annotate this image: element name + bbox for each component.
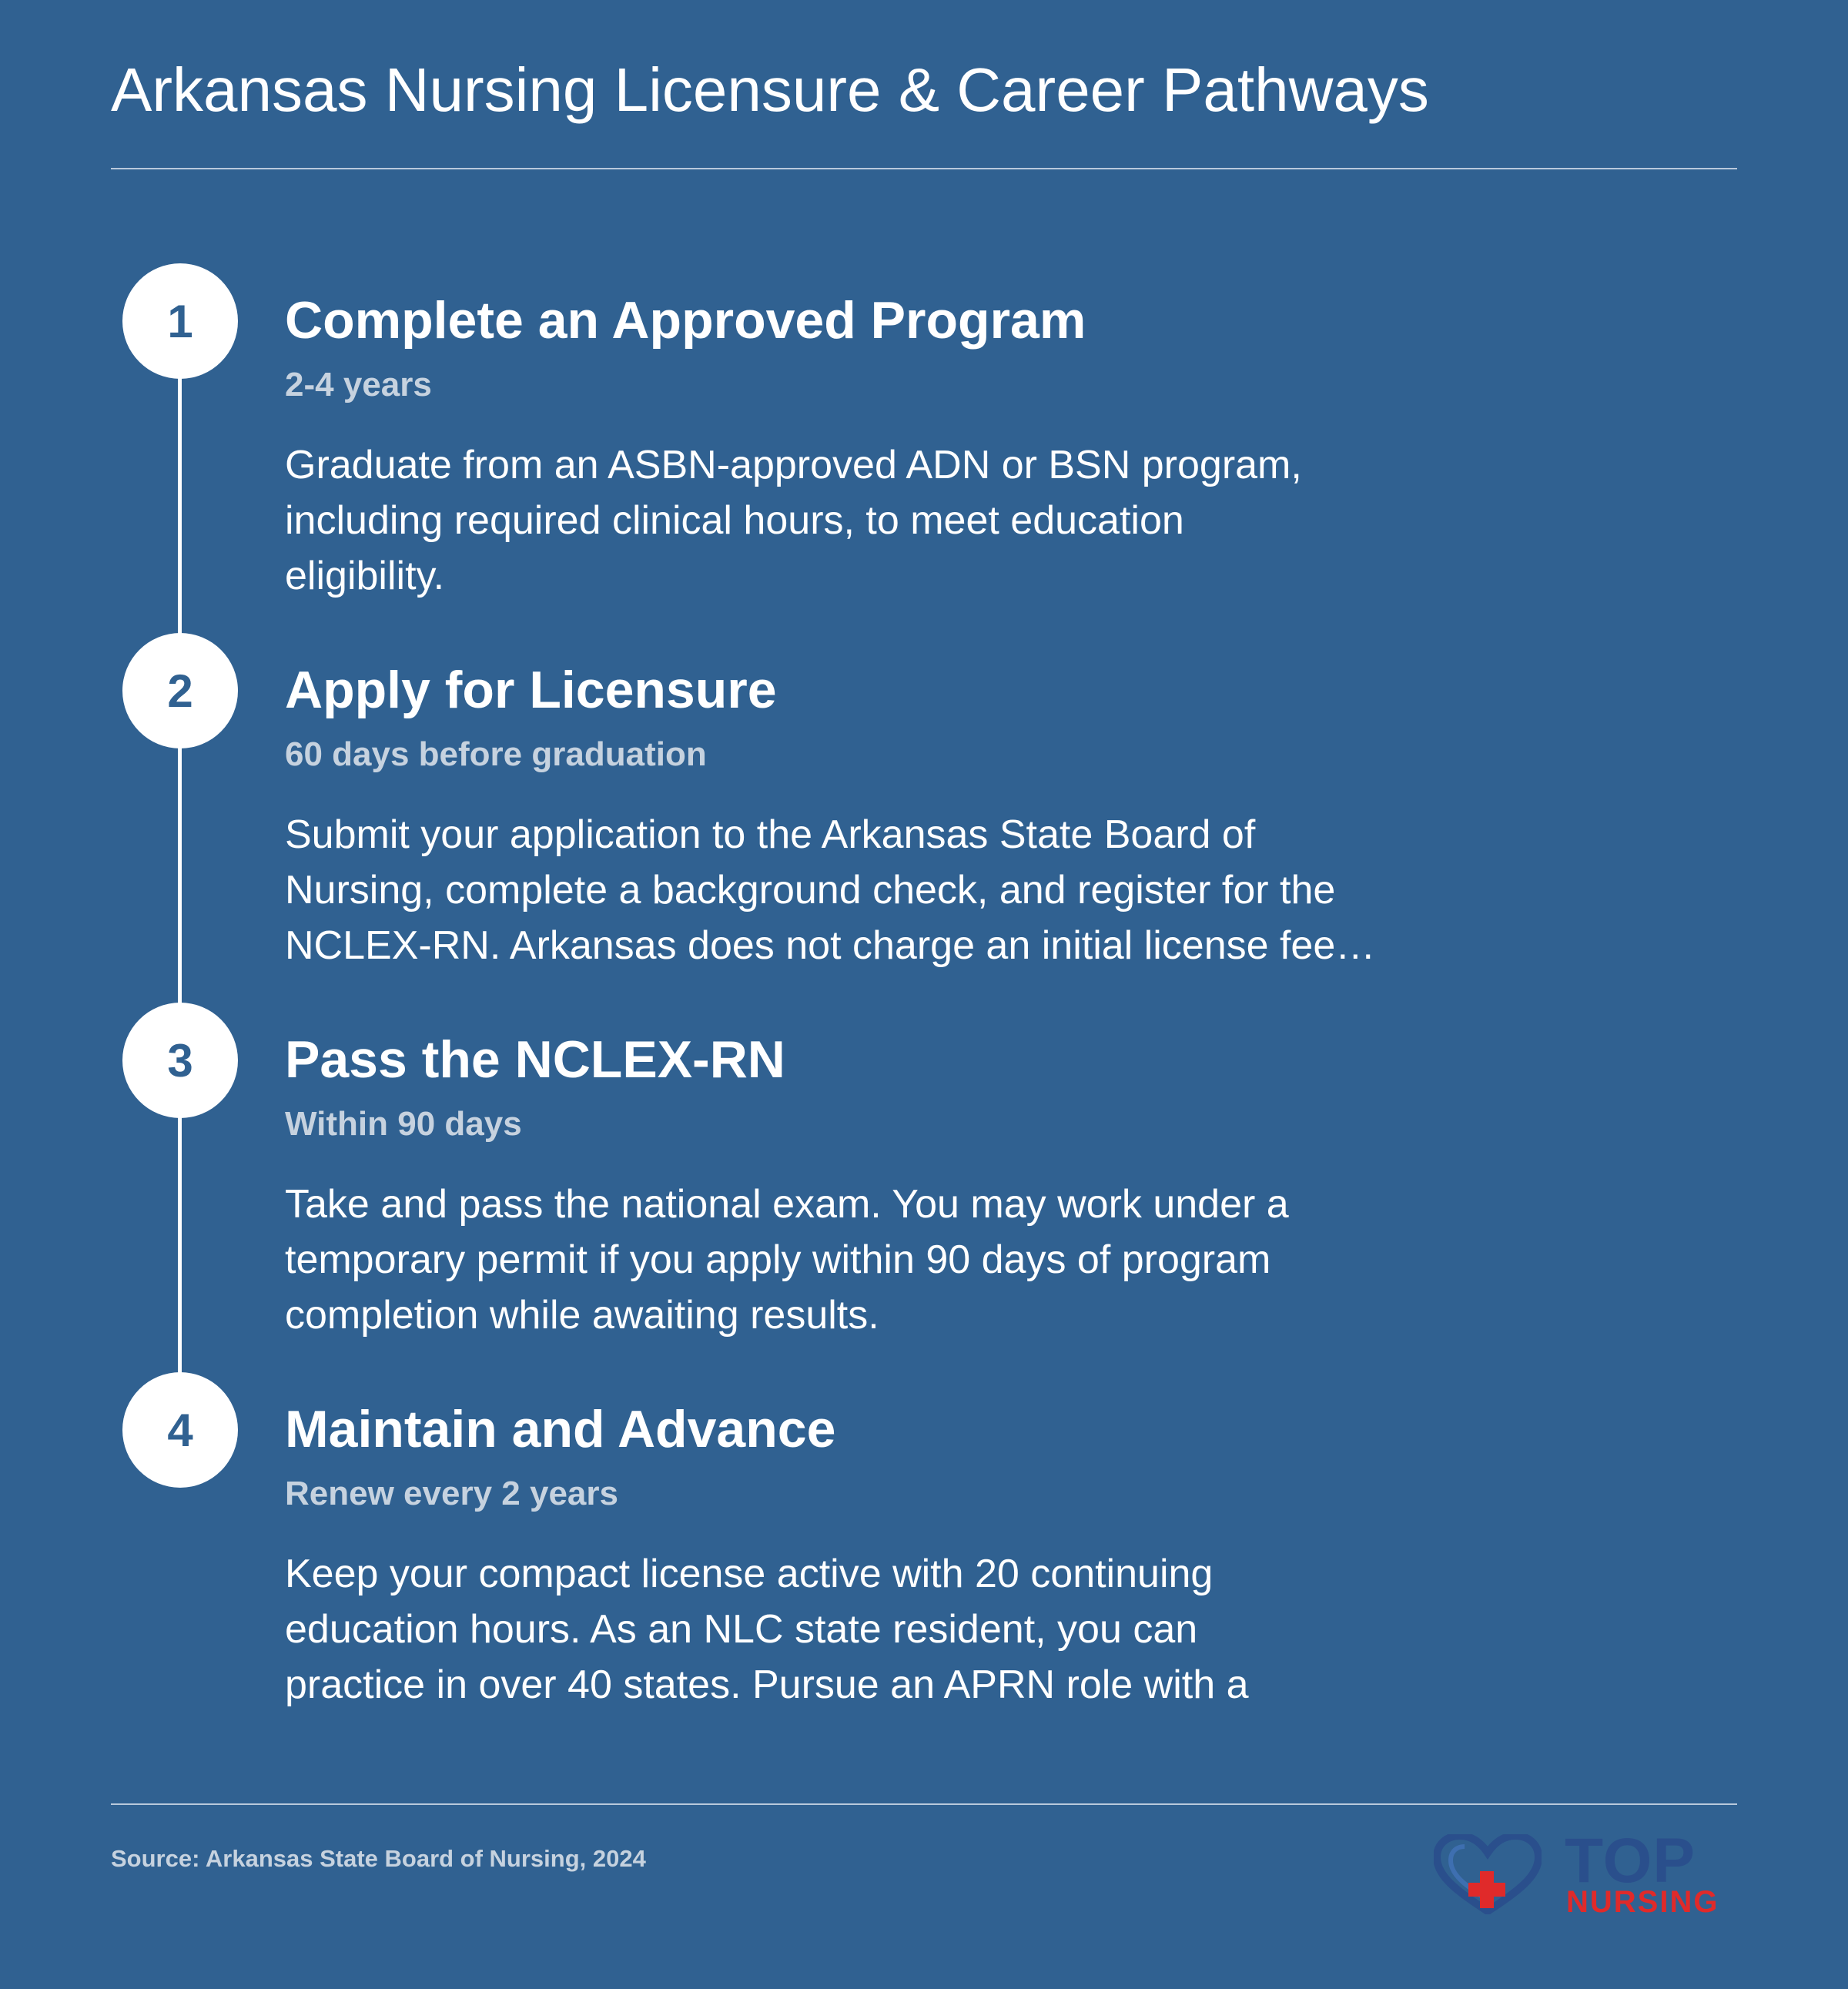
step-3-description-line: Take and pass the national exam. You may work under a <box>285 1182 1289 1227</box>
step-4-description <box>285 1546 1502 1713</box>
step-2-description-line: NCLEX-RN. Arkansas does not charge an initial license fee… <box>285 923 1376 968</box>
step-4 <box>285 1398 1502 1713</box>
timeline-connector <box>178 304 182 1436</box>
page-title: Arkansas Nursing Licensure & Career Pathways <box>111 55 1429 124</box>
step-4-description-line: Keep your compact license active with 20 continuing <box>285 1552 1214 1596</box>
step-3-number-badge: 3 <box>122 1003 238 1118</box>
top-nursing-logo <box>1434 1826 1737 1919</box>
step-4-title: Maintain and Advance <box>285 1400 836 1458</box>
step-3-description <box>285 1177 1502 1343</box>
step-1-description-line: including required clinical hours, to meet education <box>285 498 1184 543</box>
step-4-description-line: education hours. As an NLC state resident, you can <box>285 1607 1198 1652</box>
step-2-title: Apply for Licensure <box>285 661 777 719</box>
step-1-description-line: Graduate from an ASBN-approved ADN or BSN program, <box>285 443 1302 487</box>
step-4-duration: Renew every 2 years <box>285 1475 618 1512</box>
step-2-number-badge: 2 <box>122 633 238 748</box>
step-1-description <box>285 437 1502 604</box>
step-2-duration: 60 days before graduation <box>285 735 707 773</box>
logo-wordmark-nursing: NURSING <box>1566 1885 1719 1919</box>
step-1-number-badge: 1 <box>122 263 238 379</box>
footer-divider <box>111 1803 1737 1805</box>
step-1-duration: 2-4 years <box>285 366 432 403</box>
step-3-description-line: temporary permit if you apply within 90 days of program <box>285 1237 1271 1282</box>
step-2-description-line: Submit your application to the Arkansas State Board of <box>285 812 1256 857</box>
step-1 <box>285 290 1502 604</box>
step-3-description-line: completion while awaiting results. <box>285 1293 879 1338</box>
step-3-title: Pass the NCLEX-RN <box>285 1030 785 1089</box>
step-4-description-line: practice in over 40 states. Pursue an APRN role with a <box>285 1663 1249 1707</box>
step-2-description-line: Nursing, complete a background check, and register for the <box>285 868 1336 912</box>
header-divider <box>111 168 1737 169</box>
step-2-description <box>285 807 1502 973</box>
step-2 <box>285 659 1502 973</box>
step-3-duration: Within 90 days <box>285 1105 522 1143</box>
heart-cross-icon <box>1434 1834 1542 1914</box>
source-citation: Source: Arkansas State Board of Nursing, 2024 <box>111 1845 646 1872</box>
step-1-description-line: eligibility. <box>285 554 445 598</box>
step-4-number-badge: 4 <box>122 1372 238 1488</box>
step-3 <box>285 1029 1502 1343</box>
step-1-title: Complete an Approved Program <box>285 291 1086 350</box>
logo-wordmark-top: TOP <box>1565 1826 1696 1896</box>
